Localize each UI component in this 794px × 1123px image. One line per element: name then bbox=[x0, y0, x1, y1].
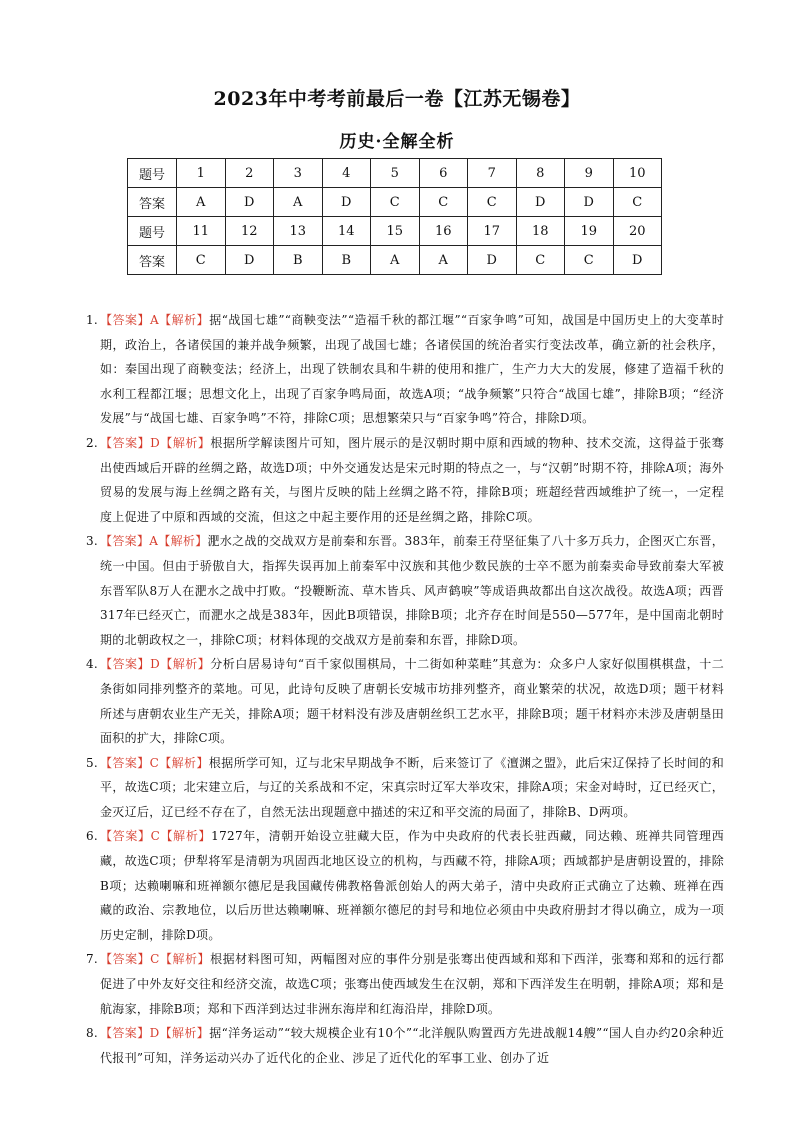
analysis-text: 1727年，清朝开始设立驻藏大臣，作为中央政府的代表长驻西藏，同达赖、班禅共同管理西藏，故选C项；伊犁将军是清朝为巩固西北地区设立的机构，与西藏不符，排除A项；西域都护是唐朝设置的，排除B项；达赖喇嘛和班禅额尔德尼是我国藏传佛教格鲁派创始人的两大弟子，清中央政府正式确立了达赖、班禅在西藏的政治、宗教地位，以后历世达赖喇嘛、班禅额尔德尼的封号和地位必须由中央政府册封才得以确立，成为一项历史定制，排除D项。 bbox=[100, 829, 725, 942]
table-cell: A bbox=[419, 246, 468, 275]
answer-value: C bbox=[150, 829, 161, 844]
table-cell: 20 bbox=[613, 217, 662, 246]
answer-value: D bbox=[149, 1026, 160, 1041]
list-item bbox=[78, 652, 724, 750]
answer-table bbox=[127, 158, 662, 275]
table-cell: 13 bbox=[274, 217, 323, 246]
analysis-text: 分析白居易诗句“百千家似围棋局，十二街如种菜畦”其意为：众多户人家好似围棋棋盘，十二条街如同排列整齐的菜地。可见，此诗句反映了唐朝长安城市坊排列整齐，商业繁荣的状况，故选D项；题干材料所述与唐朝农业生产无关，排除A项；题干材料没有涉及唐朝丝织工艺水平，排除B项；题干材料亦未涉及唐朝垦田面积的扩大，排除C项。 bbox=[100, 657, 725, 746]
table-cell: 2 bbox=[225, 159, 274, 188]
table-cell: 8 bbox=[516, 159, 565, 188]
analysis-tag: 【解析】 bbox=[160, 435, 211, 450]
answer-tag: 【答案】 bbox=[100, 435, 151, 450]
row-header: 题号 bbox=[128, 159, 177, 188]
table-cell: 4 bbox=[322, 159, 371, 188]
item-number: 3. bbox=[85, 534, 98, 549]
table-cell: 6 bbox=[419, 159, 468, 188]
list-item bbox=[78, 529, 724, 652]
list-item bbox=[78, 824, 724, 947]
item-number: 6. bbox=[85, 829, 98, 844]
list-item bbox=[78, 751, 724, 825]
table-cell: C bbox=[516, 246, 565, 275]
analysis-text: 淝水之战的交战双方是前秦和东晋。383年，前秦王苻坚征集了八十多万兵力，企图灭亡东晋，统一中国。但由于骄傲自大，指挥失误再加上前秦军中汉族和其他少数民族的士卒不愿为前秦卖命导致前秦大军被东晋军队8万人在淝水之战中打败。“投鞭断流、草木皆兵、风声鹤唳”等成语典故都出自这次战役。故选A项；西晋317年已经灭亡，而淝水之战是383年，因此B项错误，排除B项；北齐存在时间是550—577年，是中国南北朝时期的北朝政权之一，排除C项；材料体现的交战双方是前秦和东晋，排除D项。 bbox=[100, 534, 725, 647]
answer-tag: 【答案】 bbox=[100, 952, 151, 967]
answer-value: A bbox=[150, 313, 159, 327]
list-item bbox=[78, 308, 724, 431]
answer-tag: 【答案】 bbox=[100, 534, 150, 549]
table-cell: 15 bbox=[371, 217, 420, 246]
analysis-tag: 【解析】 bbox=[158, 534, 208, 549]
list-item bbox=[78, 431, 724, 529]
table-cell: 12 bbox=[225, 217, 274, 246]
table-cell: 9 bbox=[565, 159, 614, 188]
table-cell: 5 bbox=[371, 159, 420, 188]
table-cell: D bbox=[225, 246, 274, 275]
table-cell: 19 bbox=[565, 217, 614, 246]
table-cell: C bbox=[371, 188, 420, 217]
page-title: 2023年中考考前最后一卷【江苏无锡卷】 bbox=[213, 88, 581, 110]
analysis-text: 据“战国七雄”“商鞅变法”“造福千秋的都江堰”“百家争鸣”可知，战国是中国历史上的大变革时期，政治上，各诸侯国的兼并战争频繁，出现了战国七雄；各诸侯国的统治者实行变法改革，确立新的社会秩序，如：秦国出现了商鞅变法；经济上，出现了铁制农具和牛耕的使用和推广，生产力大大的发展，修建了造福千秋的水利工程都江堰；思想文化上，出现了百家争鸣局面，故选A项；“战争频繁”只符合“战国七雄”，排除B项；“经济发展”与“战国七雄、百家争鸣”不符，排除C项；思想繁荣只与“百家争鸣”符合，排除D项。 bbox=[100, 313, 725, 426]
table-cell: B bbox=[274, 246, 323, 275]
item-number: 2. bbox=[85, 435, 98, 450]
row-header: 题号 bbox=[128, 217, 177, 246]
table-cell: 18 bbox=[516, 217, 565, 246]
answer-tag: 【答案】 bbox=[100, 313, 151, 327]
table-cell: A bbox=[274, 188, 323, 217]
analysis-tag: 【解析】 bbox=[159, 952, 211, 967]
analysis-text: 根据所学可知，辽与北宋早期战争不断，后来签订了《澶渊之盟》，此后宋辽保持了长时间的和平，故选C项；北宋建立后，与辽的关系战和不定，宋真宗时辽军大举攻宋，排除A项；宋金对峙时，辽已经灭亡，金灭辽后，辽已经不存在了，自然无法出现题意中描述的宋辽和平交流的局面了，排除B、D两项。 bbox=[100, 755, 725, 819]
table-row bbox=[128, 217, 662, 246]
item-number: 7. bbox=[85, 952, 98, 967]
table-cell: 10 bbox=[613, 159, 662, 188]
answer-tag: 【答案】 bbox=[100, 755, 150, 770]
table-cell: 14 bbox=[322, 217, 371, 246]
answer-tag: 【答案】 bbox=[100, 829, 151, 844]
analysis-text: 根据材料图可知，两幅图对应的事件分别是张骞出使西域和郑和下西洋，张骞和郑和的远行都促进了中外友好交往和经济交流，故选C项；张骞出使西域发生在汉朝，郑和下西洋发生在明朝，排除A项；郑和是航海家，排除B项；郑和下西洋到达过非洲东海岸和红海沿岸，排除D项。 bbox=[100, 952, 724, 1016]
answer-value: A bbox=[149, 534, 159, 549]
list-item bbox=[78, 947, 724, 1021]
analysis-tag: 【解析】 bbox=[159, 755, 209, 770]
table-cell: 3 bbox=[274, 159, 323, 188]
table-cell: A bbox=[371, 246, 420, 275]
answer-tag: 【答案】 bbox=[100, 1026, 150, 1041]
table-cell: C bbox=[468, 188, 517, 217]
table-cell: D bbox=[516, 188, 565, 217]
table-cell: C bbox=[177, 246, 226, 275]
table-cell: 1 bbox=[177, 159, 226, 188]
table-cell: B bbox=[322, 246, 371, 275]
row-header: 答案 bbox=[128, 246, 177, 275]
table-cell: 7 bbox=[468, 159, 517, 188]
answer-value: C bbox=[149, 755, 160, 770]
row-header: 答案 bbox=[128, 188, 177, 217]
table-cell: A bbox=[177, 188, 226, 217]
table-cell: 11 bbox=[177, 217, 226, 246]
analysis-text: 据“洋务运动”“较大规模企业有10个”“北洋舰队购置西方先进战舰14艘”“国人自办约20余种近代报刊”可知，洋务运动兴办了近代化的企业、涉足了近代化的军事工业、创办了近 bbox=[100, 1026, 725, 1065]
list-item bbox=[78, 1021, 724, 1070]
analysis-text: 根据所学解读图片可知，图片展示的是汉朝时期中原和西域的物种、技术交流，这得益于张骞出使西域后开辟的丝绸之路，故选D项；中外交通发达是宋元时期的特点之一，与“汉朝”时期不符，排除A项；海外贸易的发展与海上丝绸之路有关，与图片反映的陆上丝绸之路不符，排除B项；班超经营西域维护了统一，一定程度上促进了中原和西域的交流，但这之中起主要作用的还是丝绸之路，排除C项。 bbox=[100, 435, 724, 524]
analysis-tag: 【解析】 bbox=[160, 829, 212, 844]
table-row bbox=[128, 188, 662, 217]
table-cell: C bbox=[419, 188, 468, 217]
item-number: 4. bbox=[85, 657, 98, 672]
table-cell: C bbox=[613, 188, 662, 217]
table-cell: C bbox=[565, 246, 614, 275]
table-cell: D bbox=[613, 246, 662, 275]
answer-value: D bbox=[150, 435, 161, 450]
analysis-tag: 【解析】 bbox=[160, 657, 211, 672]
table-cell: D bbox=[468, 246, 517, 275]
analysis-tag: 【解析】 bbox=[158, 313, 210, 327]
table-cell: 16 bbox=[419, 217, 468, 246]
answer-tag: 【答案】 bbox=[100, 657, 151, 672]
table-cell: 17 bbox=[468, 217, 517, 246]
item-number: 1. bbox=[85, 313, 98, 327]
table-row bbox=[128, 159, 662, 188]
table-cell: D bbox=[322, 188, 371, 217]
item-number: 8. bbox=[85, 1026, 98, 1041]
table-row bbox=[128, 246, 662, 275]
page-subtitle: 历史·全解全析 bbox=[339, 132, 455, 152]
analysis-tag: 【解析】 bbox=[159, 1026, 210, 1041]
answer-value: D bbox=[150, 657, 160, 672]
table-cell: D bbox=[565, 188, 614, 217]
answer-value: C bbox=[150, 952, 160, 967]
table-cell: D bbox=[225, 188, 274, 217]
item-number: 5. bbox=[85, 755, 98, 770]
analysis-list bbox=[78, 308, 724, 1070]
